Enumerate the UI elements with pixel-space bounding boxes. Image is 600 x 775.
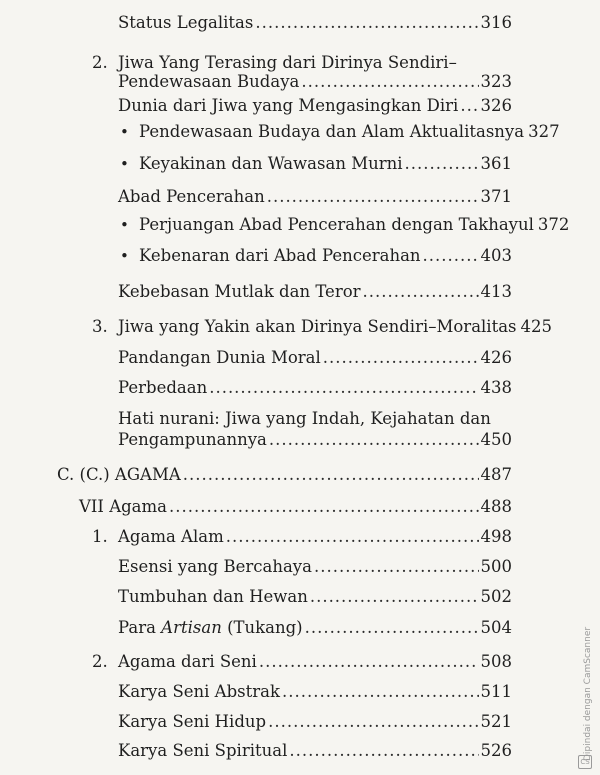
toc-entry-page: 361 xyxy=(480,154,512,173)
toc-entry-perbedaan xyxy=(118,378,512,398)
toc-entry-title: Abad Pencerahan xyxy=(118,187,265,206)
dot-leader xyxy=(363,282,479,302)
dot-leader xyxy=(209,378,478,398)
dot-leader xyxy=(289,741,478,761)
toc-entry-page: 502 xyxy=(480,587,512,606)
toc-entry-title: Tumbuhan dan Hewan xyxy=(118,587,308,606)
toc-entry-seni-abstrak xyxy=(118,682,512,702)
toc-entry-dunia-jiwa xyxy=(118,96,512,116)
toc-entry-page: 326 xyxy=(480,96,512,115)
toc-entry-seni-hidup xyxy=(118,712,512,732)
bullet-icon: • xyxy=(120,155,129,173)
toc-entry-title-line1: Hati nurani: Jiwa yang Indah, Kejahatan dan xyxy=(118,409,491,428)
toc-entry-title: Perbedaan xyxy=(118,378,208,397)
camscanner-logo-icon: CS xyxy=(578,755,592,769)
toc-entry-title: Karya Seni Hidup xyxy=(118,712,267,731)
toc-entry-agama-seni xyxy=(118,652,512,672)
dot-leader xyxy=(305,618,479,638)
dot-leader xyxy=(259,652,479,672)
toc-entry-title: Pendewasaan Budaya xyxy=(118,72,300,91)
toc-entry-title: Karya Seni Spiritual xyxy=(118,741,288,760)
dot-leader xyxy=(267,187,479,207)
toc-entry-page: 438 xyxy=(480,378,512,397)
toc-entry-pendewasaan-budaya xyxy=(139,122,560,142)
toc-entry-title: Pandangan Dunia Moral xyxy=(118,348,321,367)
dot-leader xyxy=(255,13,478,33)
toc-entry-title: Agama dari Seni xyxy=(118,652,257,671)
dot-leader xyxy=(282,682,479,702)
toc-entry-page: 498 xyxy=(480,527,512,546)
toc-entry-page: 403 xyxy=(480,246,512,265)
dot-leader xyxy=(183,465,479,485)
toc-entry-status-legalitas xyxy=(118,13,512,33)
toc-entry-jiwa-yakin xyxy=(118,317,553,337)
bullet-icon: • xyxy=(120,247,129,265)
toc-entry-page: 323 xyxy=(480,72,512,91)
toc-entry-page: 504 xyxy=(480,618,512,637)
dot-leader xyxy=(269,430,479,450)
toc-entry-title: Agama Alam xyxy=(118,527,224,546)
bullet-icon: • xyxy=(120,216,129,234)
toc-entry-page: 413 xyxy=(480,282,512,301)
toc-entry-page: 316 xyxy=(480,13,512,32)
toc-entry-title: Pengampunannya xyxy=(118,430,267,449)
toc-entry-kebebasan-mutlak xyxy=(118,282,512,302)
toc-entry-kebenaran-abad xyxy=(139,246,512,266)
watermark-text: Dipindai dengan CamScanner xyxy=(583,626,593,761)
toc-entry-number: 2. xyxy=(92,53,108,72)
toc-entry-title: Esensi yang Bercahaya xyxy=(118,557,312,576)
dot-leader xyxy=(226,527,479,547)
toc-entry-page: 521 xyxy=(480,712,512,731)
toc-entry-title xyxy=(118,618,303,638)
scanner-watermark xyxy=(576,560,594,770)
toc-entry-page: 450 xyxy=(480,430,512,449)
toc-entry-hati-nurani xyxy=(118,430,512,450)
dot-leader xyxy=(460,96,478,116)
toc-entry-number: 1. xyxy=(92,527,108,546)
toc-entry-page: 488 xyxy=(480,497,512,516)
toc-entry-title: Kebebasan Mutlak dan Teror xyxy=(118,282,361,301)
title-prefix: Para xyxy=(118,618,162,637)
toc-entry-title: Kebenaran dari Abad Pencerahan xyxy=(139,246,421,265)
dot-leader xyxy=(323,348,479,368)
toc-entry-keyakinan-wawasan xyxy=(139,154,512,174)
dot-leader xyxy=(268,712,478,732)
toc-entry-title: Jiwa yang Yakin akan Dirinya Sendiri–Moralitas xyxy=(118,317,517,336)
toc-entry-page: 372 xyxy=(537,215,570,234)
dot-leader xyxy=(301,72,478,92)
toc-entry-esensi xyxy=(118,557,512,577)
toc-entry-title: Keyakinan dan Wawasan Murni xyxy=(139,154,403,173)
bullet-icon: • xyxy=(120,123,129,141)
toc-entry-title: Status Legalitas xyxy=(118,13,254,32)
toc-entry-page: 508 xyxy=(480,652,512,671)
toc-entry-page: 487 xyxy=(480,465,512,484)
toc-entry-number: 3. xyxy=(92,317,108,336)
toc-entry-number: 2. xyxy=(92,652,108,671)
toc-entry-title: Pendewasaan Budaya dan Alam Aktualitasnya xyxy=(139,122,525,141)
toc-entry-title: C. (C.) AGAMA xyxy=(57,465,181,484)
dot-leader xyxy=(169,497,479,517)
toc-entry-title: Perjuangan Abad Pencerahan dengan Takhayul xyxy=(139,215,534,234)
toc-entry-page: 327 xyxy=(528,122,560,141)
toc-entry-page: 526 xyxy=(480,741,512,760)
toc-entry-tumbuhan xyxy=(118,587,512,607)
toc-entry-page: 511 xyxy=(480,682,512,701)
toc-entry-title-line1: Jiwa Yang Terasing dari Dirinya Sendiri– xyxy=(118,53,457,72)
dot-leader xyxy=(310,587,479,607)
dot-leader xyxy=(405,154,479,174)
dot-leader xyxy=(314,557,479,577)
toc-entry-jiwa-terasing xyxy=(118,72,512,92)
toc-entry-page: 371 xyxy=(480,187,512,206)
toc-entry-vii-agama xyxy=(79,497,512,517)
toc-entry-pandangan-dunia xyxy=(118,348,512,368)
toc-entry-title: Dunia dari Jiwa yang Mengasingkan Diri xyxy=(118,96,459,115)
toc-entry-title: VII Agama xyxy=(79,497,167,516)
toc-entry-agama-alam xyxy=(118,527,512,547)
toc-entry-page: 426 xyxy=(480,348,512,367)
dot-leader xyxy=(423,246,479,266)
toc-entry-title: Karya Seni Abstrak xyxy=(118,682,280,701)
toc-entry-abad-pencerahan xyxy=(118,187,512,207)
toc-entry-agama-section xyxy=(57,465,512,485)
toc-entry-page: 500 xyxy=(480,557,512,576)
toc-entry-seni-spiritual xyxy=(118,741,512,761)
toc-entry-page: 425 xyxy=(520,317,553,336)
title-suffix: (Tukang) xyxy=(221,618,303,637)
toc-entry-para-artisan xyxy=(118,618,512,638)
title-italic: Artisan xyxy=(161,618,222,637)
toc-entry-perjuangan-abad xyxy=(139,215,570,235)
